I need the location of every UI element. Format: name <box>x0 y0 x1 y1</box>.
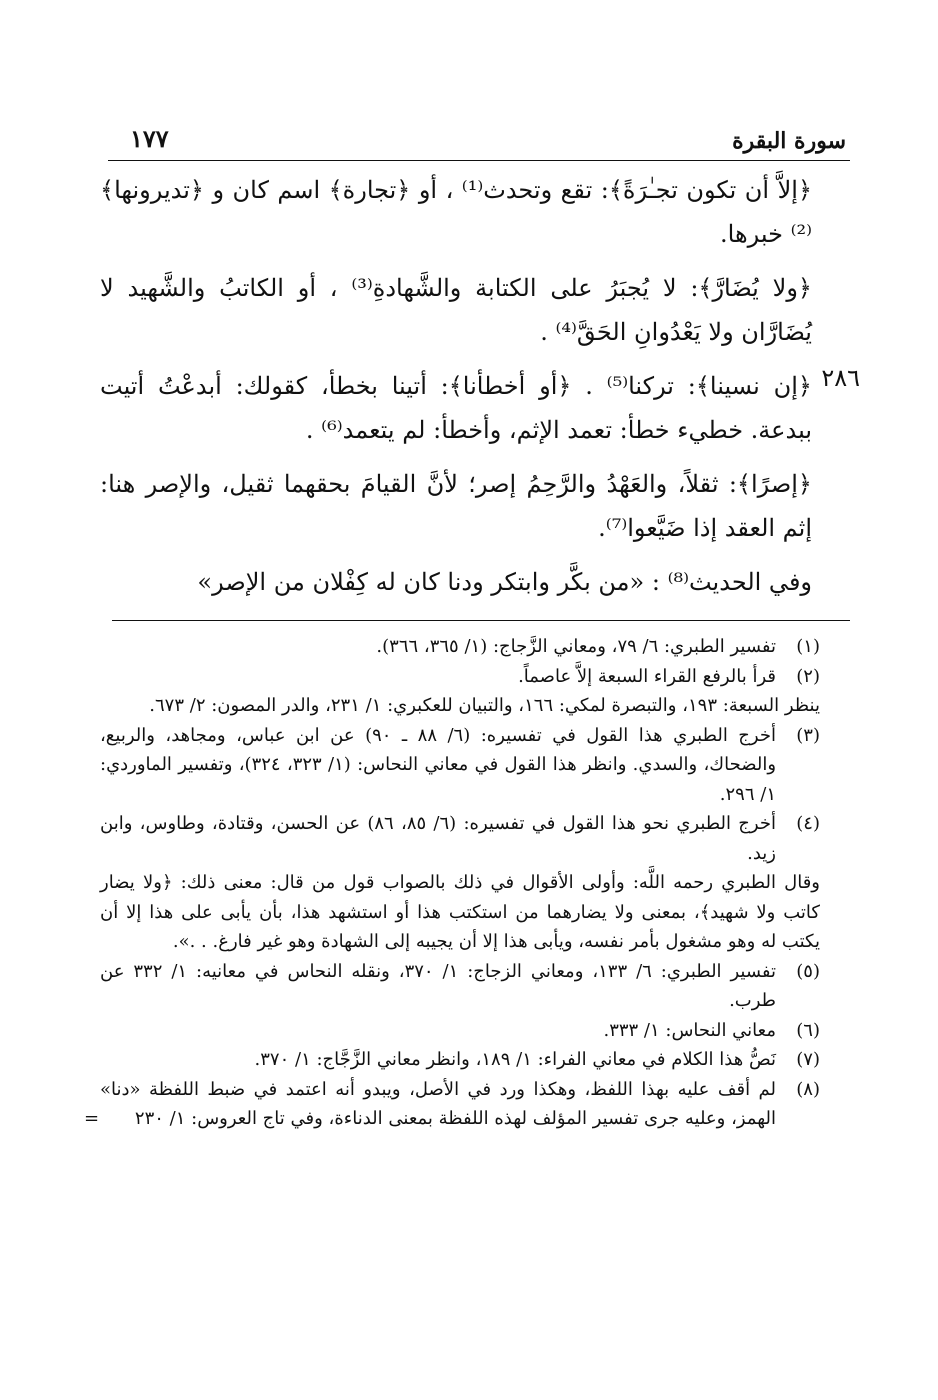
footnote-text: أخرج الطبري هذا القول في تفسيره: (٦/ ٨٨ ـ ٩٠) عن ابن عباس، ومجاهد، والربيع، والضحاك، والسدي. وانظر هذا القول في معاني النحاس: (١/ ٣٢٣، ٣٢٤)، وتفسير الماوردي: ١/ ٢٩٦. <box>100 724 777 805</box>
footnote-number: (٥) <box>796 960 820 982</box>
footnote-text: نَصُّ هذا الكلام في معاني الفراء: ١/ ١٨٩، وانظر معاني الزَّجَّاج: ١/ ٣٧٠. <box>254 1049 776 1070</box>
continuation-mark: = <box>84 1108 100 1129</box>
footnote-number: (٤) <box>796 813 820 834</box>
paragraph-4: ﴿إصرًا﴾: ثقلاً، والعَهْدُ والرَّحِمُ إصر؛ لأنَّ القيامَ بحقهما ثقيل، والإصر هنا: إثم العقد إذا ضَيَّعوا⁽⁷⁾. <box>100 470 812 542</box>
footnote-1 <box>100 632 820 662</box>
footnote-number: (١) <box>796 636 820 657</box>
main-text <box>100 168 860 604</box>
footnote-number: (٨) <box>796 1078 820 1100</box>
footnote-text <box>84 1075 776 1134</box>
surah-title: سورة البقرة <box>732 128 846 154</box>
footnote-4 <box>100 809 820 868</box>
verse-block <box>100 364 860 452</box>
footnote-6 <box>100 1016 820 1046</box>
footnote-8 <box>84 1075 820 1134</box>
footnote-text-body: لم أقف عليه بهذا اللفظ، وهكذا ورد في الأصل، ويبدو أنه اعتمد في ضبط اللفظة «دنا» الهمز، وعليه جرى تفسير المؤلف لهذه اللفظة بمعنى الدناءة، وفي تاج العروس: ١/ ٢٣٠ <box>100 1078 776 1129</box>
page-header <box>108 120 850 161</box>
footnote-5 <box>100 957 820 1016</box>
paragraph-5: وفي الحديث⁽⁸⁾ : «من بكَّر وابتكر ودنا كان له كِفْلان من الإصر» <box>197 568 812 596</box>
footnote-7 <box>100 1045 820 1075</box>
footnote-number: (٢) <box>796 665 820 687</box>
verse-number: ٢٨٦ <box>821 364 860 392</box>
paragraph-2: ﴿ولا يُضَارَّ﴾: لا يُجبَرُ على الكتابة والشَّهادةِ⁽³⁾ ، أو الكاتبُ والشَّهيد لا يُضَارَّان ولا يَعْدُوانِ الحَقَّ⁽⁴⁾ . <box>100 274 812 346</box>
footnote-2 <box>100 662 820 692</box>
footnote-number: (٧) <box>796 1049 820 1070</box>
footnote-text: معاني النحاس: ١/ ٣٣٣. <box>603 1019 776 1041</box>
footnote-divider <box>112 620 850 621</box>
footnote-2-continuation: ينظر السبعة: ١٩٣، والتبصرة لمكي: ١٦٦، والتبيان للعكبري: ١/ ٢٣١، والدر المصون: ٢/ ٦٧٣. <box>149 695 820 716</box>
footnote-3 <box>100 721 820 810</box>
paragraph-1: ﴿إلاَّ أن تكون تجـٰرَةً﴾: تقع وتحدث⁽¹⁾ ، أو ﴿تجارة﴾ اسم كان و ﴿تديرونها﴾⁽²⁾ خبرها. <box>100 176 813 248</box>
footnote-text: تفسير الطبري: ٦/ ٧٩، ومعاني الزَّجاج: (١/ ٣٦٥، ٣٦٦). <box>376 636 776 657</box>
footnote-number: (٦) <box>796 1019 820 1041</box>
footnotes <box>84 632 820 1134</box>
footnote-text: أخرج الطبري نحو هذا القول في تفسيره: (٦/ ٨٥، ٨٦) عن الحسن، وقتادة، وطاوس، وابن زيد. <box>100 813 776 864</box>
paragraph-3: ﴿إن نسينا﴾: تركنا⁽⁵⁾ . ﴿أو أخطأنا﴾: أتينا بخطأ، كقولك: أبدعْتُ أتيت ببدعة. خطيء خطأ: تعمد الإثم، وأخطأ: لم يتعمد⁽⁶⁾ . <box>100 372 812 444</box>
footnote-text: قرأ بالرفع القراء السبعة إلاَّ عاصماً. <box>518 665 776 687</box>
footnote-number: (٣) <box>796 724 820 746</box>
footnote-4-continuation: وقال الطبري رحمه اللَّه: وأولى الأقوال في ذلك بالصواب قول من قال: معنى ذلك: ﴿ولا يضار كاتب ولا شهيد﴾، بمعنى ولا يضارهما من استكتب هذا أو استشهد هذا، بأن يأبى على هذا إلا أن يكتب له وهو مشغول بأمر نفسه، ويأبى هذا إلا أن يجيبه إلى الشهادة وهو غير فارغ. . .». <box>100 872 820 952</box>
page-number: ١٧٧ <box>130 124 169 153</box>
footnote-text: تفسير الطبري: ٦/ ١٣٣، ومعاني الزجاج: ١/ ٣٧٠، ونقله النحاس في معانيه: ١/ ٣٣٢ عن طرب. <box>100 960 777 1011</box>
